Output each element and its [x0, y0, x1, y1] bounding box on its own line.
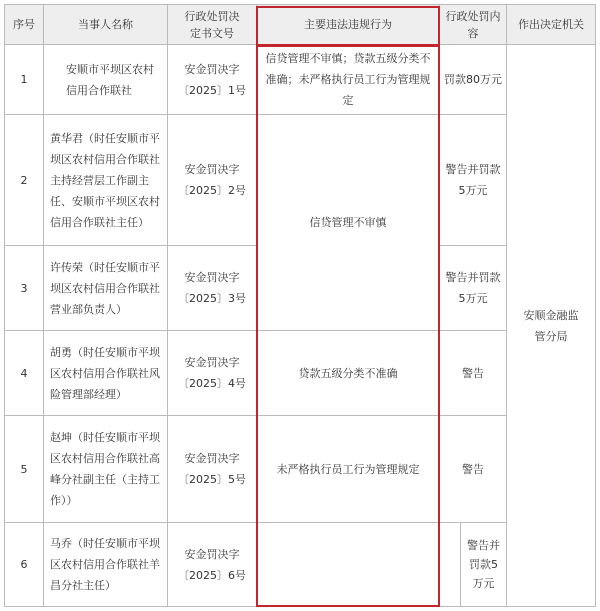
authority-cell: 安顺金融监管分局	[523, 308, 579, 343]
row-seq: 1	[20, 73, 28, 86]
row-violation: 贷款五级分类不准确	[298, 366, 398, 380]
row-party: 胡勇（时任安顺市平坝区农村信用合作联社风险管理部经理）	[50, 345, 160, 401]
row-party: 赵坤（时任安顺市平坝区农村信用合作联社高峰分社副主任（主持工作））	[50, 431, 160, 507]
header-authority: 作出决定机关	[507, 5, 595, 44]
row-doc-no: 安金罚决字〔2025〕3号	[178, 271, 246, 305]
row-doc-no: 安金罚决字〔2025〕6号	[178, 547, 246, 582]
row-seq: 5	[20, 462, 28, 476]
row-party: 许传荣（时任安顺市平坝区农村信用合作联社营业部负责人）	[50, 260, 160, 316]
row-penalty: 警告	[462, 366, 484, 380]
row-seq: 3	[20, 281, 28, 295]
row-doc-no: 安金罚决字〔2025〕5号	[178, 452, 246, 486]
row-seq: 6	[20, 558, 28, 571]
header-seq: 序号	[5, 5, 43, 44]
penalty-table	[4, 4, 596, 607]
row-penalty: 警告并罚款5万元	[445, 163, 501, 197]
row-penalty: 警告并罚款5万元	[467, 539, 500, 590]
row-party: 安顺市平坝区农村信用合作联社	[66, 62, 154, 97]
row-seq: 2	[20, 173, 28, 187]
row-violation: 未严格执行员工行为管理规定	[276, 462, 420, 476]
row-doc-no: 安金罚决字〔2025〕1号	[178, 62, 246, 97]
row-penalty: 警告	[462, 462, 484, 476]
header-party: 当事人名称	[44, 5, 167, 44]
header-penalty: 行政处罚内容	[440, 5, 506, 44]
header-doc-no: 行政处罚决定书文号	[168, 5, 256, 44]
row-seq: 4	[20, 366, 28, 380]
row-doc-no: 安金罚决字〔2025〕4号	[178, 356, 246, 390]
merged-violation-cell: 信贷管理不审慎	[309, 216, 387, 229]
row-doc-no: 安金罚决字〔2025〕2号	[178, 163, 246, 197]
row-violation: 信贷管理不审慎；贷款五级分类不准确；未严格执行员工行为管理规定	[265, 52, 431, 107]
row-penalty: 罚款80万元	[444, 73, 502, 86]
row-party: 黄华君（时任安顺市平坝区农村信用合作联社主持经营层工作副主任、安顺市平坝区农村信用合作联社主任）	[50, 131, 160, 229]
row-party: 马乔（时任安顺市平坝区农村信用合作联社羊昌分社主任）	[50, 537, 160, 592]
header-violation: 主要违法违规行为	[257, 5, 439, 44]
row-penalty: 警告并罚款5万元	[445, 271, 501, 305]
